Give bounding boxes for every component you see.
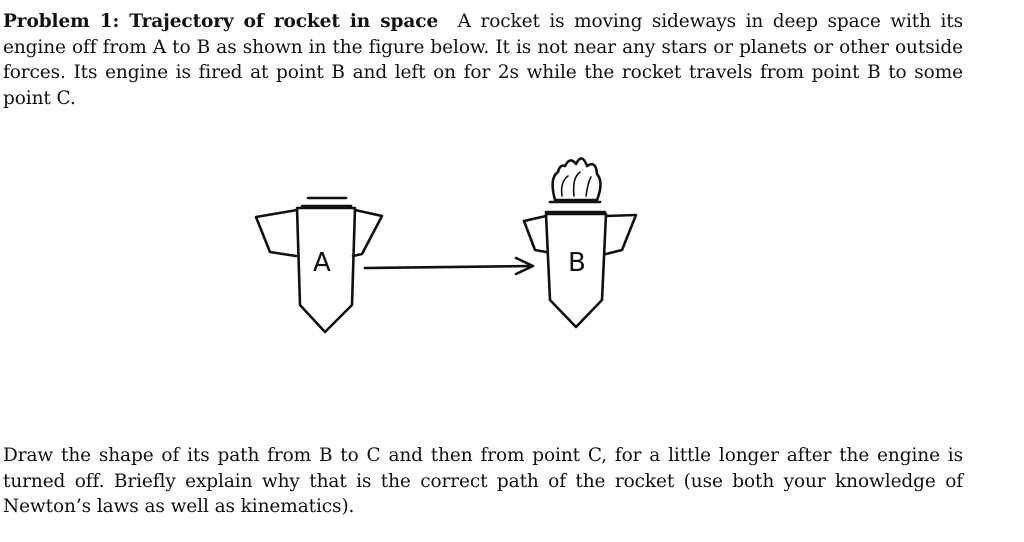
rocket-b-left-fin <box>524 216 546 252</box>
rocket-a-right-fin <box>353 210 382 256</box>
motion-arrow-shaft <box>365 266 532 268</box>
rocket-b-flame <box>553 158 601 200</box>
rocket-b-label: B <box>568 248 586 278</box>
rocket-a-left-fin <box>256 210 297 256</box>
problem-question-text: Draw the shape of its path from B to C and then from point C, for a little longer after the engine is turned off. Briefly explain why that is the correct path of the rocket (use both your knowledge of Newton’s laws as well as kinematics). <box>3 445 963 517</box>
rocket-b-right-fin <box>606 215 636 254</box>
problem-heading: Problem 1: Trajectory of rocket in space <box>3 11 439 32</box>
rocket-b <box>524 158 636 327</box>
rocket-a-label: A <box>313 248 331 278</box>
rocket-diagram <box>240 120 660 350</box>
problem-intro-paragraph <box>3 9 963 111</box>
problem-question-paragraph <box>3 443 963 520</box>
rocket-b-flame-detail <box>562 172 591 196</box>
problem-intro-text: A rocket is moving sideways in deep space with its engine off from A to B as shown in the figure below. It is not near any stars or planets or other outside forces. Its engine is fired at point B and left on for 2s while the rocket travels from point B to some point C. <box>3 11 964 109</box>
rocket-figure <box>240 120 660 350</box>
